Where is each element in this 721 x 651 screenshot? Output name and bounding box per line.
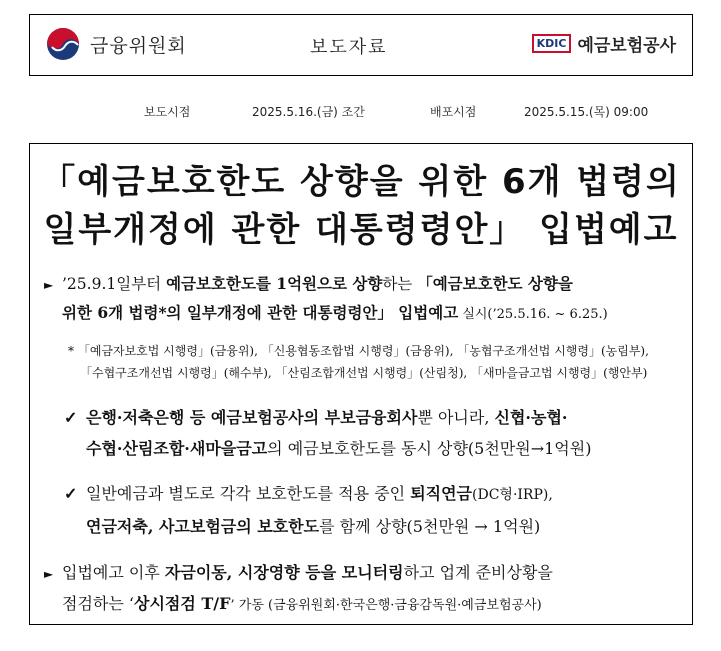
bullet-1: ► ’25.9.1일부터 예금보호한도를 1억원으로 상향하는 「예금보호한도 상향을 위한 6개 법령*의 일부개정에 관한 대통령령안」 입법예고 실시(’25.5.16. ~ 6.25.) <box>44 270 684 329</box>
bullet-arrow-icon: ► <box>44 567 54 581</box>
bullet-2: ► 입법예고 이후 자금이동, 시장영향 등을 모니터링하고 업계 준비상황을 점검하는 ‘상시점검 T/F’ 가동 (금융위원회·한국은행·금융감독원·예금보험공사) <box>44 558 684 621</box>
check-icon: ✓ <box>64 408 78 427</box>
fsc-logo <box>46 27 187 61</box>
org-name-fsc: 금융위원회 <box>90 34 187 57</box>
headline <box>30 158 692 254</box>
footnote-line-2: 「수협구조개선법 시행령」(해수부), 「산림조합개선법 시행령」(산림청), 「새마을금고법 시행령」(행안부) <box>80 366 648 380</box>
release-value: 2025.5.15.(목) 09:00 <box>524 105 649 119</box>
bullet-arrow-icon: ► <box>44 278 54 292</box>
release-label: 배포시점 <box>430 105 477 119</box>
content-box <box>29 143 693 625</box>
embargo-label: 보도시점 <box>144 105 191 119</box>
kdic-logo-mark: KDIC <box>532 34 572 53</box>
footnote-line-1: * 「예금자보호법 시행령」(금융위), 「신용협동조합법 시행령」(금융위), 「농협구조개선법 시행령」(농림부), <box>68 344 649 358</box>
press-header <box>29 14 693 76</box>
footnote <box>68 340 688 384</box>
kdic-logo <box>532 31 676 56</box>
org-name-kdic: 예금보험공사 <box>577 36 676 56</box>
check-icon: ✓ <box>64 484 78 503</box>
check-item-2: ✓ 일반예금과 별도로 각각 보호한도를 적용 중인 퇴직연금(DC형·IRP), 연금저축, 사고보험금의 보호한도를 함께 상향(5천만원 → 1억원) <box>64 478 689 542</box>
headline-line-1: 「예금보호한도 상향을 위한 6개 법령의 <box>41 162 681 202</box>
check-item-1: ✓ 은행·저축은행 등 예금보험공사의 부보금융회사뿐 아니라, 신협·농협· 수협·산림조합·새마을금고의 예금보호한도를 동시 상향(5천만원→1억원) <box>64 402 689 464</box>
doc-type-title: 보도자료 <box>310 37 388 58</box>
embargo-value: 2025.5.16.(금) 조간 <box>252 105 365 119</box>
headline-line-2: 일부개정에 관한 대통령령안」 입법예고 <box>43 210 679 250</box>
fsc-emblem-icon <box>46 27 80 61</box>
